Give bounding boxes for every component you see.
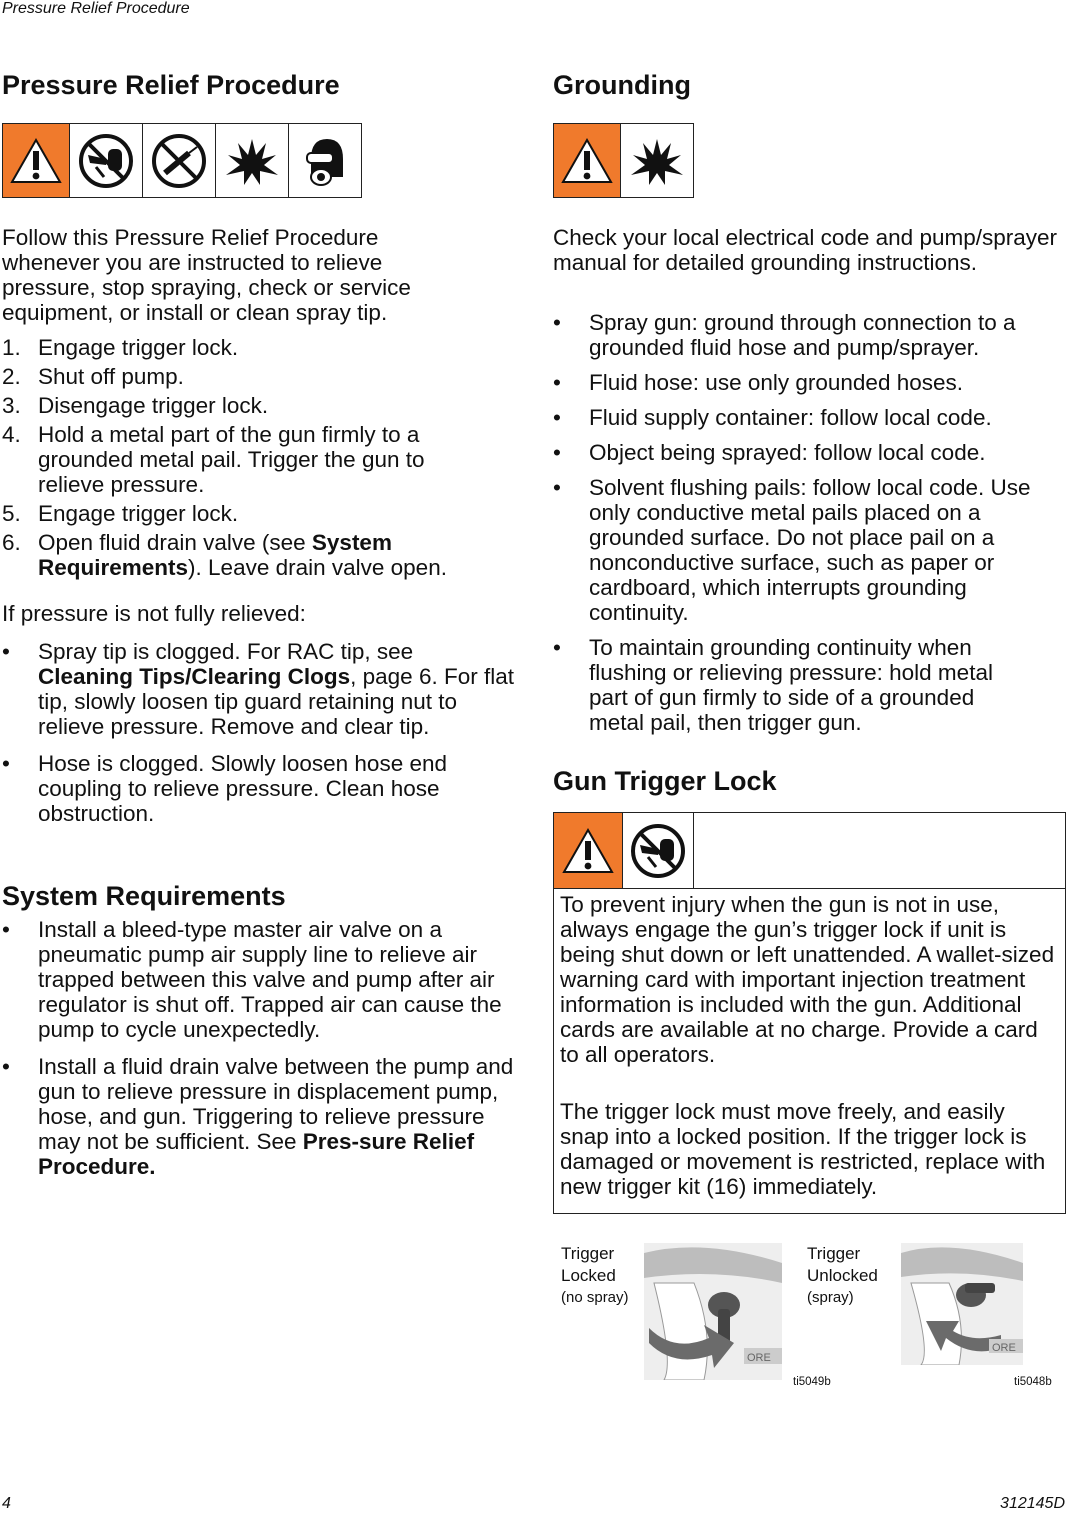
xref-pressure-relief[interactable]: Pres-sure Relief Procedure.	[38, 1129, 475, 1179]
pressure-relief-icon-row	[2, 123, 362, 198]
warning-icon	[554, 124, 620, 197]
list-item: 6. Open fluid drain valve (see System Requirements). Leave drain valve open.	[2, 530, 447, 580]
protective-equipment-icon	[288, 124, 361, 197]
page-number: 4	[2, 1495, 11, 1512]
trigger-lock-icon-row	[554, 813, 1065, 889]
grounding-bullets	[553, 310, 1065, 735]
figure-locked-caption: Trigger Locked (no spray)	[561, 1244, 629, 1306]
no-hand-spray-icon	[622, 813, 693, 888]
trigger-lock-text	[554, 889, 1065, 1213]
pressure-relief-steps	[2, 335, 507, 580]
system-requirements-heading: System Requirements	[2, 881, 286, 911]
list-item: • Install a bleed-type master air valve on a pneumatic pump air supply line to relieve air trapped between this valve and pump after air regulator is shut off. Trapped air can cause the pump to cycle unexpectedly.	[2, 917, 502, 1042]
list-item: • Fluid hose: use only grounded hoses.	[553, 370, 963, 395]
list-item: • Object being sprayed: follow local code.	[553, 440, 986, 465]
list-item: • Fluid supply container: follow local code.	[553, 405, 992, 430]
list-item: 3. Disengage trigger lock.	[2, 393, 269, 418]
pressure-relief-intro: Follow this Pressure Relief Procedure whenever you are instructed to relieve pressure, stop spraying, check or service equipment, or install or clean spray tip.	[2, 225, 411, 325]
trigger-lock-para-1: To prevent injury when the gun is not in use, always engage the gun’s trigger lock if unit is being shut down or left unattended. A wallet-sized warning card with important injection treatment information is included with the gun. Additional cards are available at no charge. Provide a card to all operators.	[560, 892, 1055, 1067]
figure-unlocked-caption: Trigger Unlocked (spray)	[807, 1244, 878, 1306]
list-item: • Hose is clogged. Slowly loosen hose end coupling to relieve pressure. Clean hose obstruction.	[2, 751, 447, 826]
no-syringe-icon	[142, 124, 215, 197]
warning-icon	[3, 124, 69, 197]
trigger-lock-warning-box	[553, 812, 1066, 1214]
grounding-icon-row	[553, 123, 694, 198]
svg-text:ORE: ORE	[747, 1352, 771, 1364]
warning-icon	[554, 813, 622, 888]
trigger-lock-heading: Gun Trigger Lock	[553, 766, 777, 796]
list-item: • Spray tip is clogged. For RAC tip, see Cleaning Tips/Clearing Clogs, page 6. For flat tip, slowly loosen tip guard retaining nut to relieve pressure. Remove and clear tip.	[2, 639, 514, 739]
svg-text:ORE: ORE	[992, 1342, 1016, 1354]
no-hand-spray-icon	[69, 124, 142, 197]
trigger-unlocked-illustration	[901, 1243, 1023, 1365]
pressure-relief-heading: Pressure Relief Procedure	[2, 70, 340, 100]
explosion-icon	[215, 124, 288, 197]
xref-system-requirements[interactable]: System Requirements	[38, 530, 392, 580]
grounding-intro: Check your local electrical code and pump/sprayer manual for detailed grounding instructions.	[553, 225, 1057, 275]
list-item: 2. Shut off pump.	[2, 364, 184, 389]
list-item: 1. Engage trigger lock.	[2, 335, 239, 360]
explosion-icon	[620, 124, 693, 197]
list-item: • Install a fluid drain valve between the pump and gun to relieve pressure in displacement pump, hose, and gun. Triggering to relieve pressure may not be sufficient. See Pres-sure Relief Procedure.	[2, 1054, 514, 1179]
not-relieved-bullets	[2, 639, 514, 826]
xref-cleaning-tips[interactable]: Cleaning Tips/Clearing Clogs	[38, 664, 351, 689]
grounding-heading: Grounding	[553, 70, 691, 100]
trigger-lock-para-2: The trigger lock must move freely, and easily snap into a locked position. If the trigger lock is damaged or movement is restricted, replace with new trigger kit (16) immediately.	[560, 1099, 1046, 1199]
running-header: Pressure Relief Procedure	[2, 0, 190, 17]
list-item: • Solvent flushing pails: follow local code. Use only conductive metal pails placed on a grounded surface. Do not place pail on a nonconductive surface, such as paper or cardboard, which interrupts grounding continuity.	[553, 475, 1031, 625]
list-item: 4. Hold a metal part of the gun firmly to a grounded metal pail. Trigger the gun to relieve pressure.	[2, 422, 425, 497]
list-item: • Spray gun: ground through connection to a grounded fluid hose and pump/sprayer.	[553, 310, 1016, 360]
document-number: 312145D	[1000, 1495, 1065, 1512]
trigger-locked-illustration	[644, 1243, 782, 1380]
list-item: • To maintain grounding continuity when flushing or relieving pressure: hold metal part of gun firmly to side of a grounded metal pail, then trigger gun.	[553, 635, 993, 735]
figure-unlocked-id: ti5048b	[1014, 1376, 1052, 1388]
list-item: 5. Engage trigger lock.	[2, 501, 239, 526]
not-relieved-label: If pressure is not fully relieved:	[2, 601, 306, 626]
system-requirements-bullets	[2, 917, 514, 1179]
icon-row-spacer	[693, 813, 1065, 888]
figure-locked-id: ti5049b	[793, 1376, 831, 1388]
